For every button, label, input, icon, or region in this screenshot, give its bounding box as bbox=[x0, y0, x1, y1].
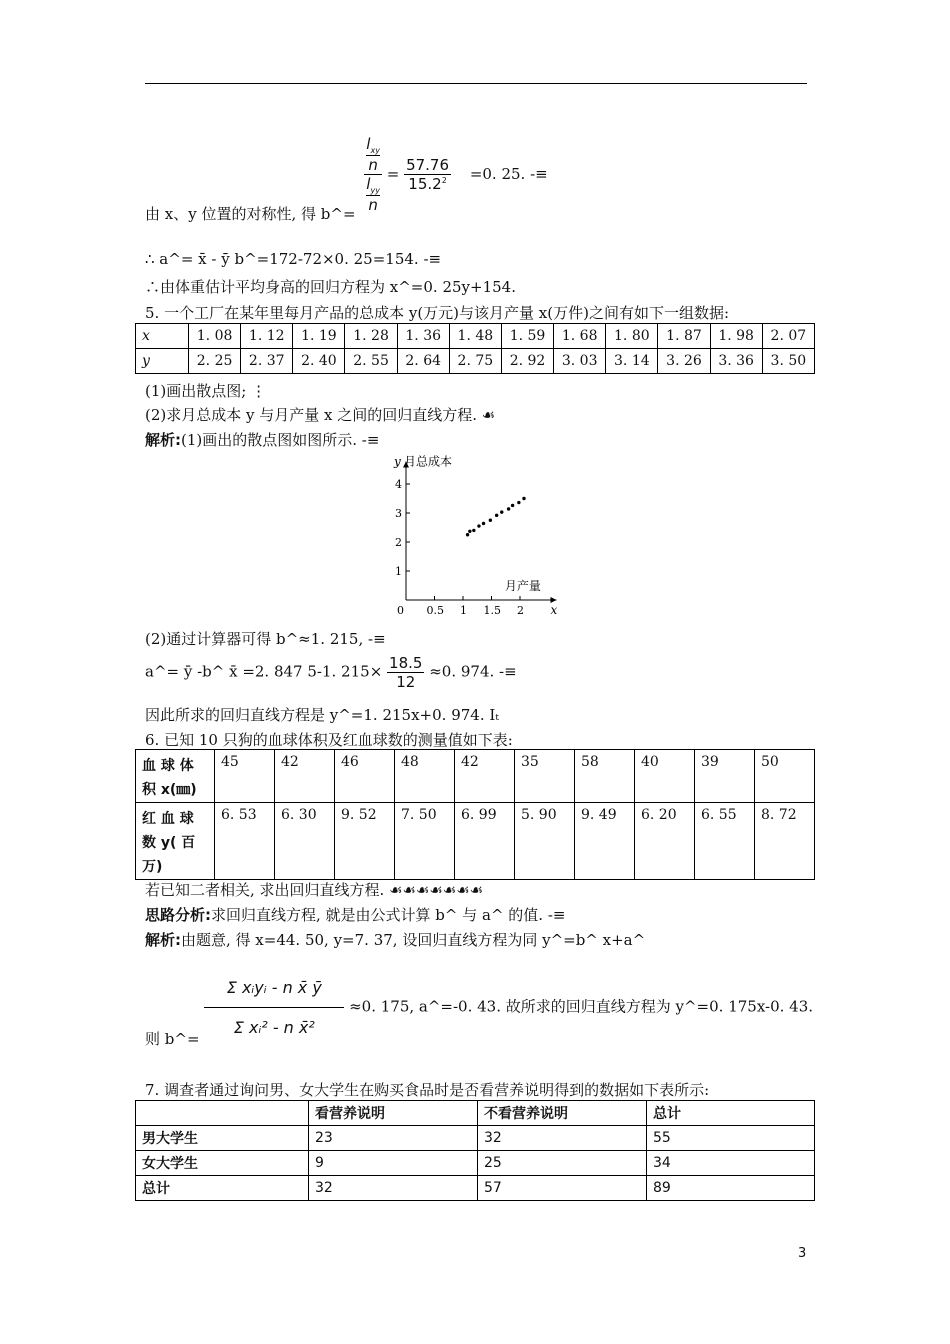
fraction-value: $\frac{57.76}{15.2^2}$ bbox=[406, 156, 450, 193]
data-point bbox=[468, 530, 471, 533]
line-a-hat: ∴ a^= x̄ - ȳ b^=172-72×0. 25=154. -≡ bbox=[145, 250, 442, 268]
table-cell: 50 bbox=[755, 750, 815, 803]
table-cell: 40 bbox=[635, 750, 695, 803]
table-cell: 8. 72 bbox=[755, 803, 815, 880]
data-point bbox=[477, 524, 480, 527]
data-point bbox=[507, 507, 510, 510]
table-header: 总计 bbox=[647, 1101, 815, 1126]
table-cell: 42 bbox=[275, 750, 335, 803]
y-tick-label: 4 bbox=[395, 478, 402, 491]
formula-prefix: 则 b^= bbox=[145, 1029, 200, 1048]
table-cell: 2. 07 bbox=[762, 324, 814, 349]
question-7: 7. 调查者通过询问男、女大学生在购买食品时是否看营养说明得到的数据如下表所示: bbox=[145, 1081, 710, 1099]
table-cell: 7. 50 bbox=[395, 803, 455, 880]
table-cell: 9. 52 bbox=[335, 803, 395, 880]
table-cell: 5. 90 bbox=[515, 803, 575, 880]
table-q5 bbox=[135, 323, 815, 374]
question-5: 5. 一个工厂在某年里每月产品的总成本 y(万元)与该月产量 x(万件)之间有如下一组数据: bbox=[145, 304, 730, 322]
header-rule bbox=[145, 83, 807, 84]
table-cell: 58 bbox=[575, 750, 635, 803]
solution-6-line-2 bbox=[145, 970, 814, 1048]
table-row bbox=[136, 349, 815, 374]
table-row bbox=[136, 750, 815, 803]
table-cell: 48 bbox=[395, 750, 455, 803]
formula-suffix: ≈0. 974. -≡ bbox=[429, 662, 517, 681]
table-cell: 34 bbox=[647, 1151, 815, 1176]
table-cell: 3. 50 bbox=[762, 349, 814, 374]
table-cell: 2. 64 bbox=[397, 349, 449, 374]
chart-axes bbox=[393, 454, 558, 616]
table-row bbox=[136, 803, 815, 880]
table-cell: 2. 40 bbox=[293, 349, 345, 374]
table-cell: 45 bbox=[215, 750, 275, 803]
solution-5-line-3 bbox=[145, 654, 517, 691]
y-axis-label: 月总成本 bbox=[404, 454, 453, 469]
y-tick-label: 3 bbox=[395, 507, 402, 520]
scatter-chart bbox=[393, 445, 573, 615]
solution-text: (1)画出的散点图如图所示. -≡ bbox=[181, 431, 380, 449]
question-6-text: 若已知二者相关, 求出回归直线方程. ☙☙☙☙☙☙☙ bbox=[145, 881, 484, 899]
table-cell: 2. 75 bbox=[449, 349, 501, 374]
table-cell: x bbox=[136, 324, 189, 349]
solution-5-line-1 bbox=[145, 429, 379, 450]
table-cell: 89 bbox=[647, 1176, 815, 1201]
solution-5-line-4: 因此所求的回归直线方程是 y^=1. 215x+0. 974. Iₜ bbox=[145, 706, 499, 724]
formula-suffix: ≈0. 175, a^=-0. 43. 故所求的回归直线方程为 y^=0. 175x-0. 43. bbox=[349, 997, 814, 1016]
table-header: 看营养说明 bbox=[309, 1101, 478, 1126]
table-cell: 1. 48 bbox=[449, 324, 501, 349]
solution-label: 解析: bbox=[145, 431, 181, 449]
table-q7 bbox=[135, 1100, 815, 1201]
table-cell: y bbox=[136, 349, 189, 374]
table-cell: 1. 59 bbox=[501, 324, 553, 349]
table-row-header: 男大学生 bbox=[136, 1126, 309, 1151]
table-cell: 55 bbox=[647, 1126, 815, 1151]
table-row-header: 血 球 体 积 x(㎜) bbox=[136, 750, 215, 803]
table-cell: 1. 87 bbox=[658, 324, 710, 349]
table-row-header: 女大学生 bbox=[136, 1151, 309, 1176]
data-point bbox=[495, 514, 498, 517]
table-cell: 25 bbox=[478, 1151, 647, 1176]
table-cell: 2. 55 bbox=[345, 349, 397, 374]
solution-label: 解析: bbox=[145, 931, 181, 949]
formula-b-hat bbox=[145, 135, 548, 223]
table-cell: 1. 98 bbox=[710, 324, 762, 349]
fraction-l-over-l: $l_{xy}$ n $l_{yy}$ n bbox=[366, 135, 380, 214]
table-cell: 3. 26 bbox=[658, 349, 710, 374]
data-point bbox=[466, 533, 469, 536]
question-6: 6. 已知 10 只狗的血球体积及红血球数的测量值如下表: bbox=[145, 731, 513, 749]
x-axis-letter: x bbox=[550, 603, 558, 615]
fraction-b-hat: $\frac{\text{Σ xᵢyᵢ - n x̄ ȳ}}{\text{Σ xᵢ² - n x̄²}}$ bbox=[204, 970, 344, 1045]
equals: = bbox=[386, 164, 400, 183]
page-number: 3 bbox=[798, 1246, 807, 1261]
table-cell: 1. 28 bbox=[345, 324, 397, 349]
idea-label: 思路分析: bbox=[145, 906, 211, 924]
table-cell: 32 bbox=[478, 1126, 647, 1151]
formula-prefix: a^= ȳ -b^ x̄ =2. 847 5-1. 215× bbox=[145, 662, 383, 681]
table-cell: 6. 30 bbox=[275, 803, 335, 880]
data-point bbox=[522, 497, 525, 500]
table-cell: 1. 19 bbox=[293, 324, 345, 349]
chart-points bbox=[466, 497, 526, 537]
table-row bbox=[136, 1101, 815, 1126]
y-tick-label: 1 bbox=[395, 565, 402, 578]
table-cell: 1. 08 bbox=[189, 324, 241, 349]
table-cell: 2. 92 bbox=[501, 349, 553, 374]
table-cell: 6. 55 bbox=[695, 803, 755, 880]
idea-text: 求回归直线方程, 就是由公式计算 b^ 与 a^ 的值. -≡ bbox=[211, 906, 566, 924]
table-cell: 35 bbox=[515, 750, 575, 803]
table-cell: 39 bbox=[695, 750, 755, 803]
solution-5-line-2: (2)通过计算器可得 b^≈1. 215, -≡ bbox=[145, 630, 386, 648]
table-cell: 9. 49 bbox=[575, 803, 635, 880]
data-point bbox=[489, 519, 492, 522]
table-cell: 42 bbox=[455, 750, 515, 803]
table-cell: 6. 20 bbox=[635, 803, 695, 880]
data-point bbox=[517, 501, 520, 504]
table-cell: 1. 68 bbox=[554, 324, 606, 349]
data-point bbox=[472, 529, 475, 532]
data-point bbox=[482, 522, 485, 525]
x-tick-label: 0 bbox=[397, 604, 404, 615]
solution-6-line-1 bbox=[145, 929, 645, 950]
table-cell: 57 bbox=[478, 1176, 647, 1201]
data-point bbox=[511, 504, 514, 507]
table-row-header: 红 血 球 数 y( 百 万) bbox=[136, 803, 215, 880]
x-tick-label: 2 bbox=[517, 604, 524, 615]
table-row bbox=[136, 1126, 815, 1151]
question-5-part-2: (2)求月总成本 y 与月产量 x 之间的回归直线方程. ☙ bbox=[145, 406, 496, 424]
solution-text: 由题意, 得 x=44. 50, y=7. 37, 设回归直线方程为同 y^=b^ x+a^ bbox=[181, 931, 646, 949]
table-cell: 1. 36 bbox=[397, 324, 449, 349]
fraction-18-5-over-12: $\frac{18.5}{12}$ bbox=[389, 654, 423, 691]
x-axis-label: 月产量 bbox=[504, 579, 541, 593]
x-tick-label: 1.5 bbox=[483, 604, 501, 615]
table-cell: 3. 36 bbox=[710, 349, 762, 374]
table-row-header: 总计 bbox=[136, 1176, 309, 1201]
formula-suffix: =0. 25. -≡ bbox=[469, 164, 548, 183]
table-cell: 2. 37 bbox=[241, 349, 293, 374]
table-cell: 3. 03 bbox=[554, 349, 606, 374]
table-cell: 6. 99 bbox=[455, 803, 515, 880]
table-header bbox=[136, 1101, 309, 1126]
table-cell: 3. 14 bbox=[606, 349, 658, 374]
table-row bbox=[136, 1151, 815, 1176]
table-cell: 2. 25 bbox=[189, 349, 241, 374]
data-point bbox=[500, 510, 503, 513]
formula-prefix: 由 x、y 位置的对称性, 得 b^= bbox=[145, 204, 356, 223]
line-regression-height: ∴由体重估计平均身高的回归方程为 x^=0. 25y+154. bbox=[145, 278, 516, 296]
table-cell: 32 bbox=[309, 1176, 478, 1201]
table-cell: 9 bbox=[309, 1151, 478, 1176]
table-cell: 6. 53 bbox=[215, 803, 275, 880]
table-row bbox=[136, 324, 815, 349]
y-axis-letter: y bbox=[394, 454, 401, 469]
x-tick-label: 0.5 bbox=[426, 604, 444, 615]
table-row bbox=[136, 1176, 815, 1201]
y-tick-label: 2 bbox=[395, 536, 402, 549]
question-5-part-1: (1)画出散点图; ⋮ bbox=[145, 382, 267, 400]
table-cell: 1. 12 bbox=[241, 324, 293, 349]
table-cell: 23 bbox=[309, 1126, 478, 1151]
table-q6 bbox=[135, 749, 815, 880]
table-cell: 1. 80 bbox=[606, 324, 658, 349]
x-tick-label: 1 bbox=[460, 604, 467, 615]
table-header: 不看营养说明 bbox=[478, 1101, 647, 1126]
table-cell: 46 bbox=[335, 750, 395, 803]
solution-6-idea bbox=[145, 904, 565, 925]
